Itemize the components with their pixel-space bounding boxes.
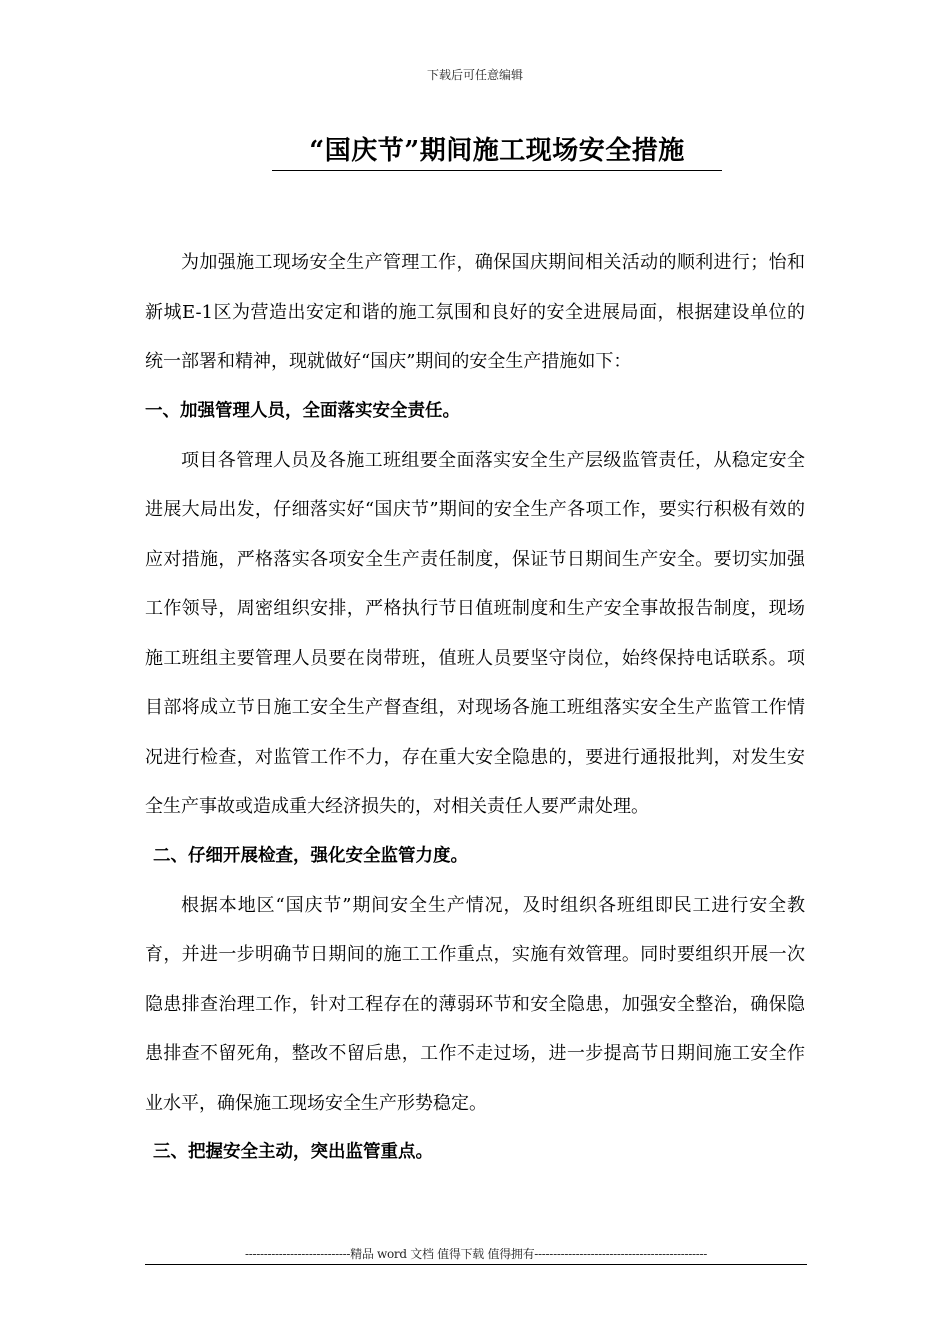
footer-note: ----------------------------精品 word 文档 值得下载 值得拥有---------------------------------------------- [244, 1247, 708, 1261]
intro-paragraph: 为加强施工现场安全生产管理工作，确保国庆期间相关活动的顺利进行；怡和新城E-1区为营造出安定和谐的施工氛围和良好的安全进展局面，根据建设单位的统一部署和精神，现就做好“国庆”期间的安全生产措施如下： [145, 252, 805, 372]
section-heading-1: 一、加强管理人员，全面落实安全责任。 [145, 400, 460, 421]
document-body [145, 238, 805, 1177]
header-note: 下载后可任意编辑 [426, 68, 523, 82]
section-paragraph-2: 根据本地区“国庆节”期间安全生产情况，及时组织各班组即民工进行安全教育，并进一步明确节日期间的施工工作重点，实施有效管理。同时要组织开展一次隐患排查治理工作，针对工程存在的薄弱环节和安全隐患，加强安全整治，确保隐患排查不留死角，整改不留后患，工作不走过场，进一步提高节日期间施工安全作业水平，确保施工现场安全生产形势稳定。 [145, 894, 805, 1114]
section-heading-3: 三、把握安全主动，突出监管重点。 [153, 1142, 433, 1162]
section-paragraph-1: 项目各管理人员及各施工班组要全面落实安全生产层级监管责任，从稳定安全进展大局出发，仔细落实好“国庆节”期间的安全生产各项工作，要实行积极有效的应对措施，严格落实各项安全生产责任制度，保证节日期间生产安全。要切实加强工作领导，周密组织安排，严格执行节日值班制度和生产安全事故报告制度，现场施工班组主要管理人员要在岗带班，值班人员要坚守岗位，始终保持电话联系。项目部将成立节日施工安全生产督查组，对现场各施工班组落实安全生产监管工作情况进行检查，对监管工作不力，存在重大安全隐患的，要进行通报批判，对发生安全生产事故或造成重大经济损失的，对相关责任人要严肃处理。 [145, 449, 805, 817]
document-title: “国庆节”期间施工现场安全措施 [272, 130, 722, 171]
footer-divider [145, 1264, 807, 1265]
section-heading-2: 二、仔细开展检查，强化安全监管力度。 [153, 845, 468, 866]
